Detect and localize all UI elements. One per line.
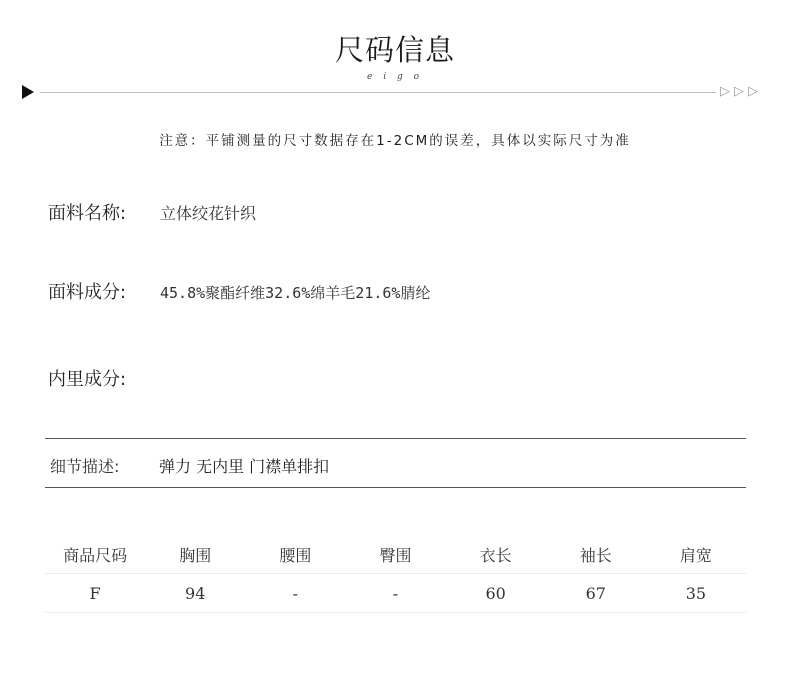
arrows-right-icon: ▷▷▷ (720, 84, 762, 99)
cell-hip: - (345, 574, 445, 613)
lining-composition-label: 内里成分: (48, 369, 127, 390)
header-sleeve: 袖长 (546, 535, 646, 574)
cell-shoulder: 35 (646, 574, 746, 613)
fabric-name-value: 立体绞花针织 (160, 204, 257, 223)
cell-chest: 94 (145, 574, 245, 613)
header-hip: 臀围 (345, 535, 445, 574)
cell-length: 60 (446, 574, 546, 613)
details-label: 细节描述: (50, 457, 120, 476)
size-table (45, 535, 746, 613)
table-row (45, 574, 746, 613)
header-shoulder: 肩宽 (646, 535, 746, 574)
lining-composition-row (48, 365, 160, 391)
fabric-name-row (48, 199, 256, 225)
cell-sleeve: 67 (546, 574, 646, 613)
fabric-composition-row (48, 278, 430, 304)
size-table-header-row (45, 535, 746, 574)
header-waist: 腰围 (245, 535, 345, 574)
play-arrow-icon (22, 85, 34, 99)
header-divider (40, 92, 716, 93)
cell-waist: - (245, 574, 345, 613)
cell-size: F (45, 574, 145, 613)
header-length: 衣长 (446, 535, 546, 574)
fabric-composition-label: 面料成分: (48, 282, 127, 303)
fabric-name-label: 面料名称: (48, 203, 127, 224)
page-title: 尺码信息 (334, 33, 455, 67)
details-box (45, 438, 746, 488)
header-chest: 胸围 (145, 535, 245, 574)
fabric-composition-value: 45.8%聚酯纤维32.6%绵羊毛21.6%腈纶 (160, 284, 431, 302)
details-value: 弹力 无内里 门襟单排扣 (159, 457, 330, 476)
measurement-notice: 注意：平铺测量的尺寸数据存在1-2CM的误差，具体以实际尺寸为准 (159, 133, 631, 149)
header-size: 商品尺码 (45, 535, 145, 574)
page-subtitle: e i g o (367, 72, 423, 82)
